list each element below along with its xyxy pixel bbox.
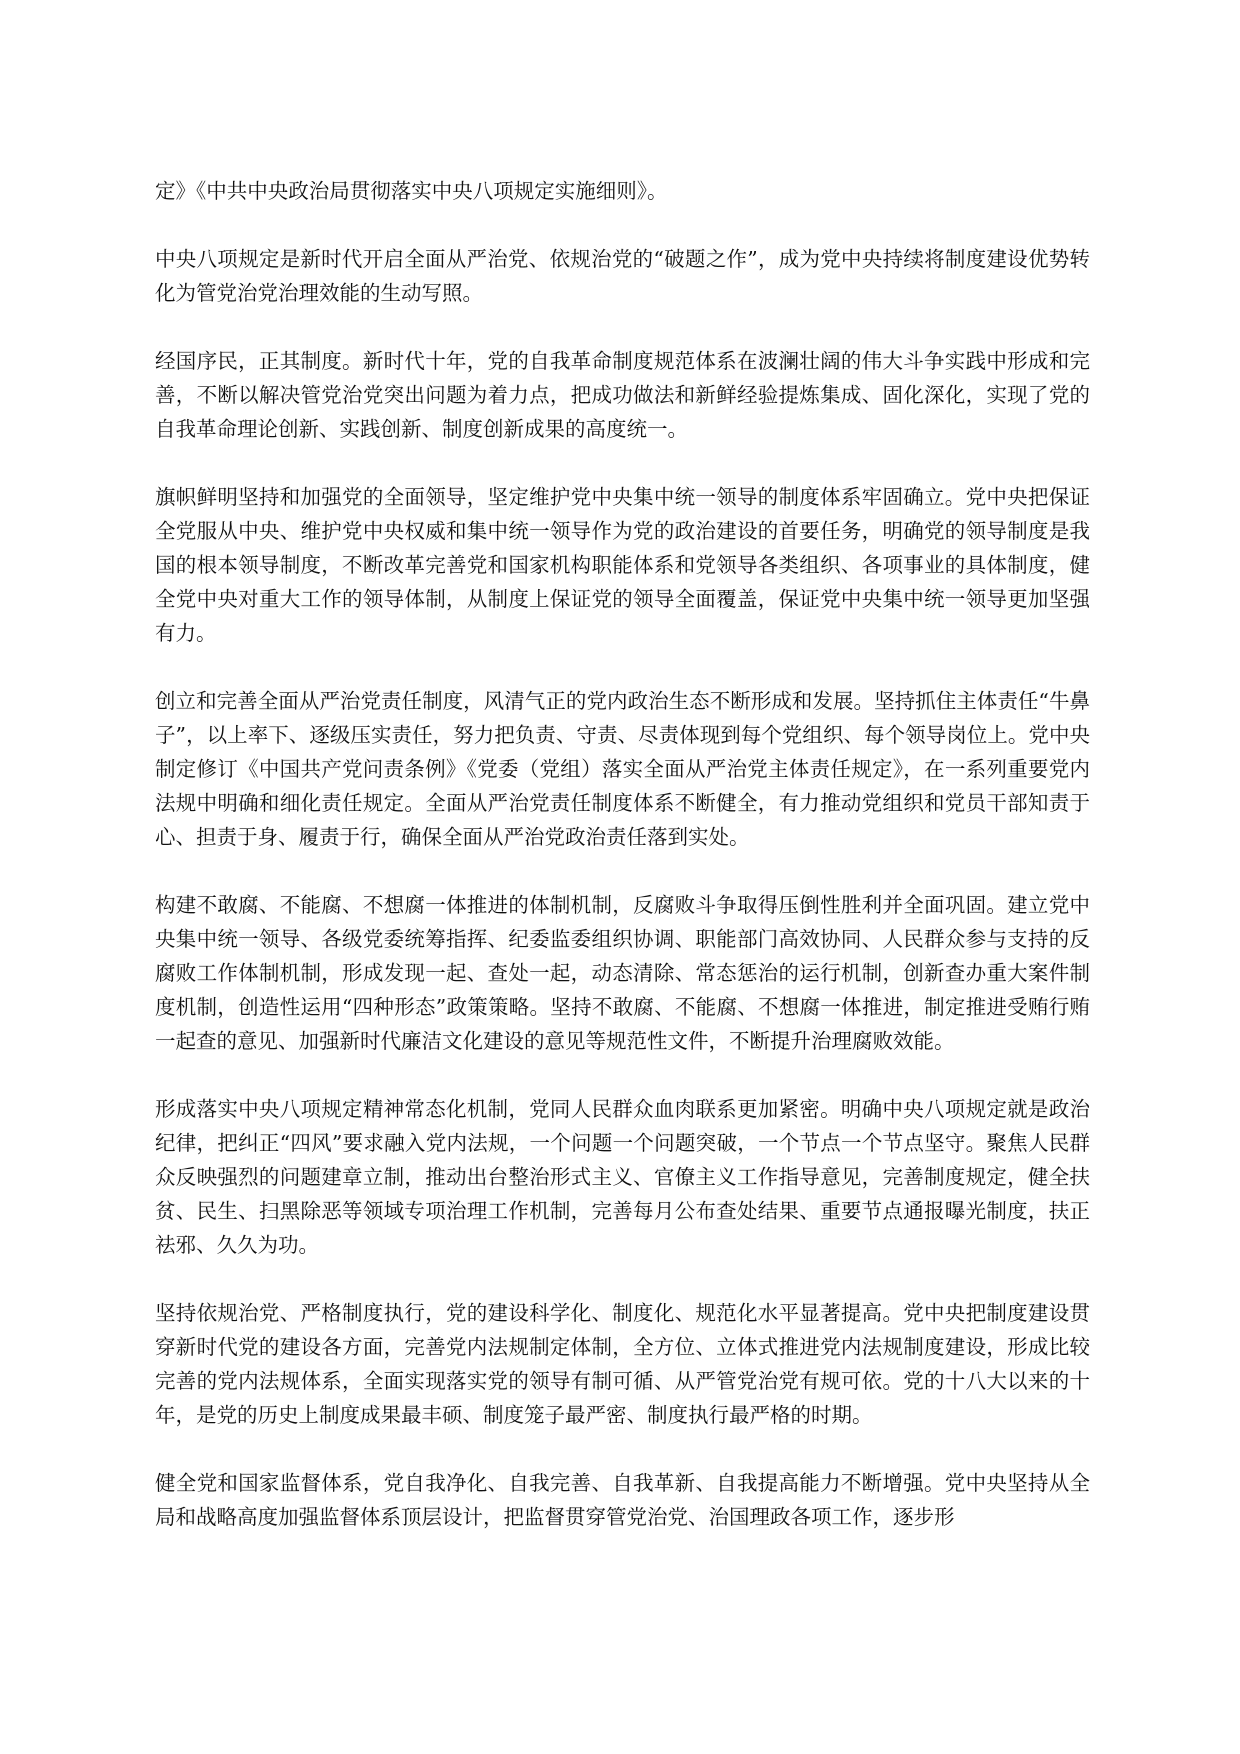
paragraph-6: 构建不敢腐、不能腐、不想腐一体推进的体制机制，反腐败斗争取得压倒性胜利并全面巩固。建立党中央集中统一领导、各级党委统筹指挥、纪委监委组织协调、职能部门高效协同、人民群众参与支持的反腐败工作体制机制，形成发现一起、查处一起，动态清除、常态惩治的运行机制，创新查办重大案件制度机制，创造性运用“四种形态”政策策略。坚持不敢腐、不能腐、不想腐一体推进，制定推进受贿行贿一起查的意见、加强新时代廉洁文化建设的意见等规范性文件，不断提升治理腐败效能。 [155, 893, 1090, 1053]
paragraph-1: 定》《中共中央政治局贯彻落实中央八项规定实施细则》。 [155, 179, 668, 203]
paragraph-4: 旗帜鲜明坚持和加强党的全面领导，坚定维护党中央集中统一领导的制度体系牢固确立。党中央把保证全党服从中央、维护党中央权威和集中统一领导作为党的政治建设的首要任务，明确党的领导制度是我国的根本领导制度，不断改革完善党和国家机构职能体系和党领导各类组织、各项事业的具体制度，健全党中央对重大工作的领导体制，从制度上保证党的领导全面覆盖，保证党中央集中统一领导更加坚强有力。 [155, 485, 1090, 645]
paragraph-5: 创立和完善全面从严治党责任制度，风清气正的党内政治生态不断形成和发展。坚持抓住主体责任“牛鼻子”，以上率下、逐级压实责任，努力把负责、守责、尽责体现到每个党组织、每个领导岗位上。党中央制定修订《中国共产党问责条例》《党委（党组）落实全面从严治党主体责任规定》，在一系列重要党内法规中明确和细化责任规定。全面从严治党责任制度体系不断健全，有力推动党组织和党员干部知责于心、担责于身、履责于行，确保全面从严治党政治责任落到实处。 [155, 689, 1090, 849]
paragraph-7: 形成落实中央八项规定精神常态化机制，党同人民群众血肉联系更加紧密。明确中央八项规定就是政治纪律，把纠正“四风”要求融入党内法规，一个问题一个问题突破，一个节点一个节点坚守。聚焦人民群众反映强烈的问题建章立制，推动出台整治形式主义、官僚主义工作指导意见，完善制度规定，健全扶贫、民生、扫黑除恶等领域专项治理工作机制，完善每月公布查处结果、重要节点通报曝光制度，扶正祛邪、久久为功。 [155, 1097, 1090, 1257]
paragraph-3: 经国序民，正其制度。新时代十年，党的自我革命制度规范体系在波澜壮阔的伟大斗争实践中形成和完善，不断以解决管党治党突出问题为着力点，把成功做法和新鲜经验提炼集成、固化深化，实现了党的自我革命理论创新、实践创新、制度创新成果的高度统一。 [155, 349, 1090, 441]
paragraph-2: 中央八项规定是新时代开启全面从严治党、依规治党的“破题之作”，成为党中央持续将制度建设优势转化为管党治党治理效能的生动写照。 [155, 247, 1090, 305]
paragraph-8: 坚持依规治党、严格制度执行，党的建设科学化、制度化、规范化水平显著提高。党中央把制度建设贯穿新时代党的建设各方面，完善党内法规制定体制，全方位、立体式推进党内法规制度建设，形成比较完善的党内法规体系，全面实现落实党的领导有制可循、从严管党治党有规可依。党的十八大以来的十年，是党的历史上制度成果最丰硕、制度笼子最严密、制度执行最严格的时期。 [155, 1301, 1090, 1427]
paragraph-9: 健全党和国家监督体系，党自我净化、自我完善、自我革新、自我提高能力不断增强。党中央坚持从全局和战略高度加强监督体系顶层设计，把监督贯穿管党治党、治国理政各项工作，逐步形 [155, 1471, 1090, 1529]
document-body [155, 174, 1090, 1534]
